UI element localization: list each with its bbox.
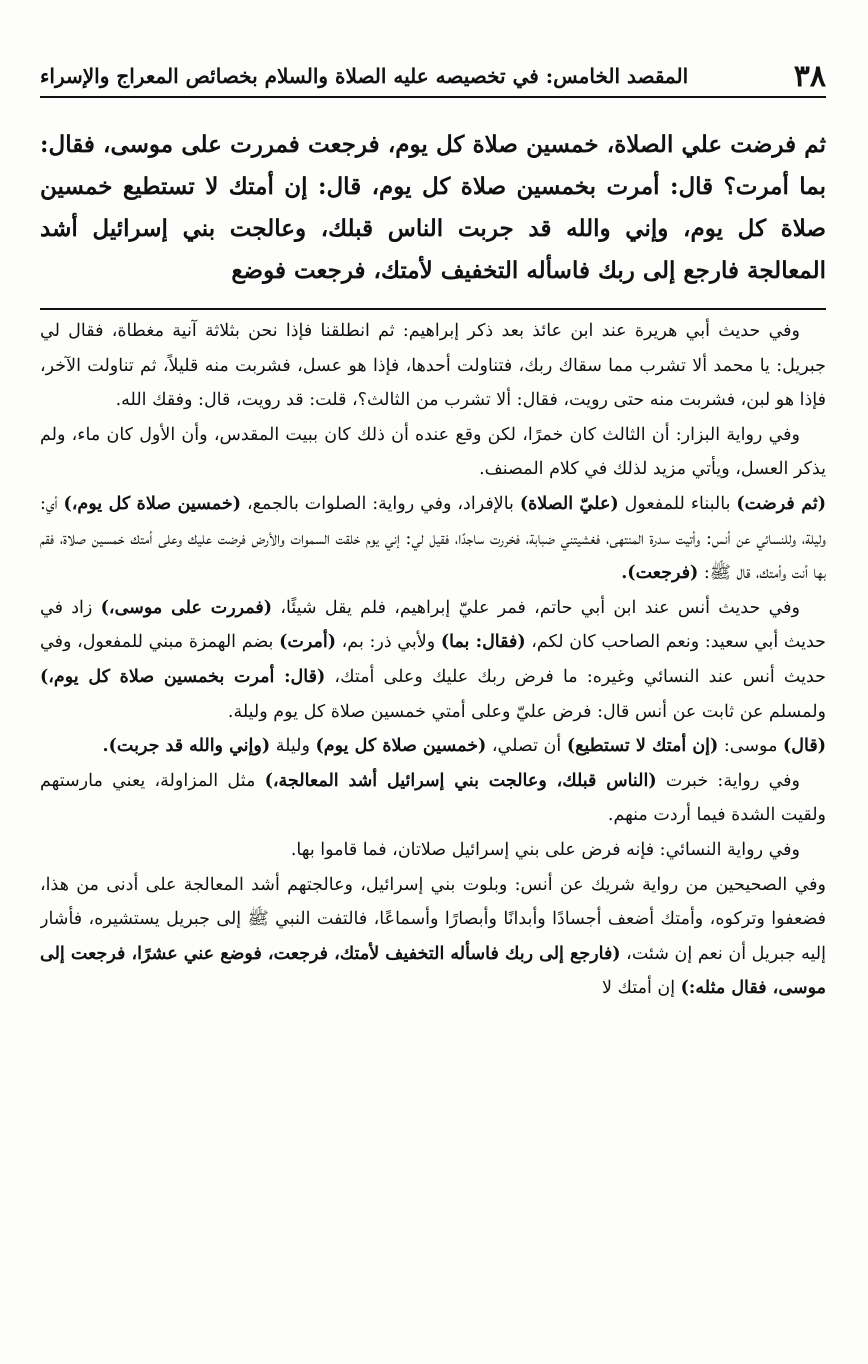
quoted-text: (خمسين صلاة كل يوم): [315, 736, 487, 757]
text-divider: [40, 308, 826, 310]
commentary-paragraph: [40, 729, 826, 764]
commentary-text: وفي رواية: خبرت: [656, 770, 801, 791]
commentary-text: ولأبي ذر: بم،: [336, 632, 441, 653]
commentary-text: ولمسلم عن ثابت عن أنس قال: فرض عليّ وعلى أمتي خمسين صلاة كل يوم وليلة.: [227, 701, 826, 722]
commentary-text: بالإفراد، وفي رواية: الصلوات بالجمع،: [241, 493, 520, 514]
commentary-paragraph: [40, 833, 826, 868]
commentary-text: إن أمتك لا: [602, 978, 681, 999]
quoted-text: (فرجعت).: [621, 563, 699, 584]
commentary-text: وليلة: [270, 736, 316, 757]
commentary-text: وفي الصحيحين من رواية شريك عن أنس: وبلوت بني إسرائيل، وعالجتهم أشد المعالجة على أدنى من هذا، فضعفوا وتركوه، وأمتك أضعف أجسادًا وأبدانًا وأبصارًا وأسماعًا، فالتفت النبي ﷺ إلى جبريل يستشيره، فأشار إليه جبريل أن نعم إن شئت،: [40, 874, 826, 964]
commentary-text: بالبناء للمفعول: [618, 493, 737, 514]
quoted-text: (فمررت على موسى،): [100, 597, 273, 618]
commentary-paragraph: [40, 314, 826, 418]
commentary: [40, 314, 826, 1344]
quoted-text: (أمرت): [279, 632, 336, 653]
commentary-text: أن تصلي،: [486, 736, 567, 757]
commentary-paragraph: [40, 764, 826, 833]
commentary-text: وفي رواية النسائي: فإنه فرض على بني إسرائيل صلاتان، فما قاموا بها.: [290, 839, 800, 860]
commentary-text: بضم الهمزة مبني للمفعول، وفي حديث أنس عند النسائي وغيره: ما فرض ربك عليك وعلى أمتك،: [40, 632, 826, 687]
quoted-text: (فقال: بما): [440, 632, 526, 653]
commentary-text: أي: وليلة، وللنسائي عن أنس: وأتيت سدرة المنتهى، فغشيتني ضبابة، فخررت ساجدًا، فقيل لي: إني يوم خلقت السموات والأرض فرضت عليك وعلى أمتك خمسين صلاة، فقم بها أنت وأمتك، قال ﷺ:: [40, 493, 826, 584]
quoted-text: (قال: أمرت بخمسين صلاة كل يوم،): [40, 666, 326, 687]
commentary-text: موسى:: [718, 736, 784, 757]
quoted-text: (عليّ الصلاة): [519, 493, 619, 514]
quoted-text: (ثم فرضت): [736, 493, 826, 514]
quoted-text: (الناس قبلك، وعالجت بني إسرائيل أشد المعالجة،): [264, 770, 657, 791]
quoted-text: (خمسين صلاة كل يوم،): [63, 493, 242, 514]
quoted-text: (فارجع إلى ربك فاسأله التخفيف لأمتك، فرجعت، فوضع عني عشرًا، فرجعت إلى موسى، فقال مثله:): [40, 943, 826, 999]
commentary-paragraph: [40, 418, 826, 487]
commentary-text: مثل المزاولة، يعني مارستهم ولقيت الشدة فيما أردت منهم.: [40, 770, 826, 826]
quoted-text: (قال): [783, 736, 826, 757]
chapter-title: المقصد الخامس: في تخصيصه عليه الصلاة والسلام بخصائص المعراج والإسراء: [40, 64, 689, 88]
commentary-text: زاد في حديث أبي سعيد: ونعم الصاحب كان لكم،: [40, 597, 826, 653]
commentary-text: وفي حديث أنس عند ابن أبي حاتم، فمر عليّ إبراهيم، فلم يقل شيئًا،: [272, 597, 800, 618]
page-header: [40, 56, 826, 98]
commentary-paragraph: [40, 591, 826, 729]
main-text: ثم فرضت علي الصلاة، خمسين صلاة كل يوم، فرجعت فمررت على موسى، فقال: بما أمرت؟ قال: أمرت بخمسين صلاة كل يوم، قال: إن أمتك لا تستطيع خمسين صلاة كل يوم، وإني والله قد جربت الناس قبلك، وعالجت بني إسرائيل أشد المعالجة فارجع إلى ربك فاسأله التخفيف لأمتك، فرجعت فوضع: [40, 131, 826, 284]
commentary-text: وفي رواية البزار: أن الثالث كان خمرًا، لكن وقع عنده أن ذلك كان ببيت المقدس، وأن الأول كان ماء، ولم يذكر العسل، ويأتي مزيد لذلك في كلام المصنف.: [40, 424, 826, 480]
quoted-text: (وإني والله قد جربت).: [102, 736, 271, 757]
quoted-text: (إن أمتك لا تستطيع): [566, 736, 719, 757]
commentary-paragraph: [40, 487, 826, 591]
commentary-text: وفي حديث أبي هريرة عند ابن عائذ بعد ذكر إبراهيم: ثم انطلقنا فإذا نحن بثلاثة آنية مغطاة، فقال لي جبريل: يا محمد ألا تشرب مما سقاك ربك، فتناولت أحدها، فإذا هو عسل، فشربت منه قليلاً، ثم تناولت الآخر، فإذا هو لبن، فشربت منه حتى رويت، فقال: ألا تشرب من الثالث؟، قلت: قد رويت، قال: وفقك الله.: [40, 321, 826, 411]
page-number: ٣٨: [793, 58, 826, 94]
commentary-paragraph: [40, 868, 826, 1006]
